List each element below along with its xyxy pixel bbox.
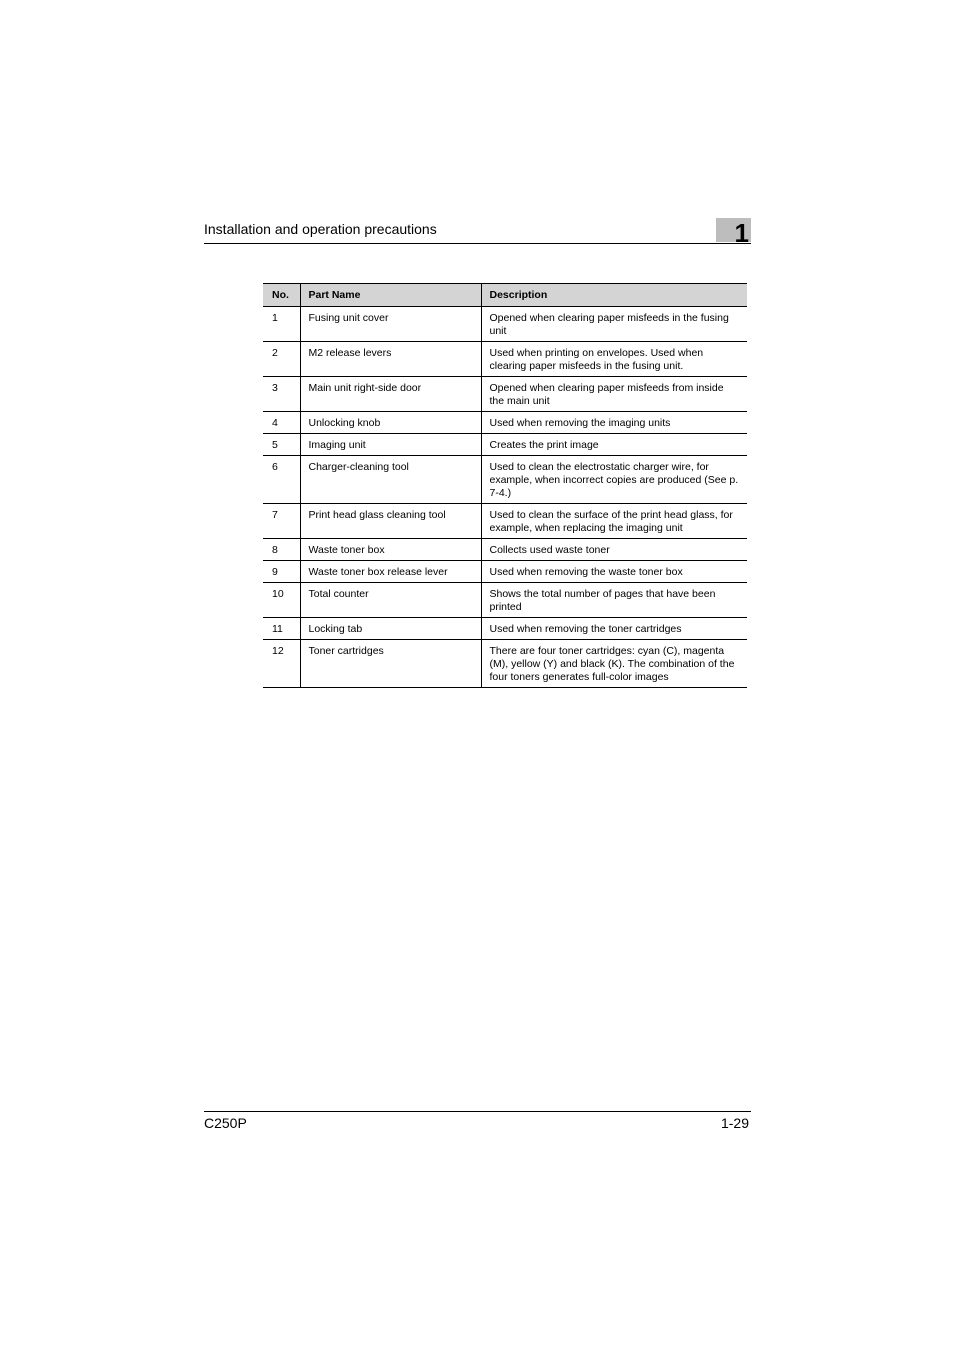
table-row — [263, 618, 747, 640]
table-row — [263, 342, 747, 377]
column-header-no: No. — [263, 284, 300, 307]
cell-part-name: Waste toner box release lever — [300, 561, 481, 583]
table-row — [263, 377, 747, 412]
table-row — [263, 561, 747, 583]
table-row — [263, 583, 747, 618]
column-header-description: Description — [481, 284, 747, 307]
chapter-number: 1 — [734, 218, 749, 248]
table-header-row — [263, 284, 747, 307]
table-row — [263, 412, 747, 434]
cell-no: 12 — [263, 640, 300, 688]
cell-part-name: Locking tab — [300, 618, 481, 640]
cell-part-name: M2 release levers — [300, 342, 481, 377]
cell-no: 10 — [263, 583, 300, 618]
cell-part-name: Waste toner box — [300, 539, 481, 561]
cell-description: Shows the total number of pages that have been printed — [481, 583, 747, 618]
cell-description: Used when removing the imaging units — [481, 412, 747, 434]
model-name: C250P — [204, 1115, 247, 1131]
cell-no: 3 — [263, 377, 300, 412]
cell-description: Collects used waste toner — [481, 539, 747, 561]
cell-description: Used to clean the electrostatic charger wire, for example, when incorrect copies are produced (See p. 7-4.) — [481, 456, 747, 504]
page-header — [204, 218, 751, 248]
page-footer — [204, 1111, 751, 1136]
table-row — [263, 640, 747, 688]
page-number: 1-29 — [720, 1115, 749, 1131]
cell-description: Opened when clearing paper misfeeds in the fusing unit — [481, 307, 747, 342]
cell-no: 4 — [263, 412, 300, 434]
table-row — [263, 434, 747, 456]
cell-description: Used to clean the surface of the print head glass, for example, when replacing the imaging unit — [481, 504, 747, 539]
cell-no: 1 — [263, 307, 300, 342]
table-row — [263, 456, 747, 504]
cell-description: Used when removing the waste toner box — [481, 561, 747, 583]
cell-part-name: Unlocking knob — [300, 412, 481, 434]
cell-part-name: Main unit right-side door — [300, 377, 481, 412]
cell-part-name: Charger-cleaning tool — [300, 456, 481, 504]
cell-no: 9 — [263, 561, 300, 583]
cell-part-name: Total counter — [300, 583, 481, 618]
cell-description: Used when removing the toner cartridges — [481, 618, 747, 640]
cell-part-name: Fusing unit cover — [300, 307, 481, 342]
cell-no: 5 — [263, 434, 300, 456]
cell-no: 7 — [263, 504, 300, 539]
cell-description: Creates the print image — [481, 434, 747, 456]
table-row — [263, 504, 747, 539]
cell-description: There are four toner cartridges: cyan (C), magenta (M), yellow (Y) and black (K). The combination of the four toners generates full-color images — [481, 640, 747, 688]
cell-description: Opened when clearing paper misfeeds from inside the main unit — [481, 377, 747, 412]
cell-no: 2 — [263, 342, 300, 377]
cell-part-name: Print head glass cleaning tool — [300, 504, 481, 539]
cell-no: 6 — [263, 456, 300, 504]
cell-part-name: Toner cartridges — [300, 640, 481, 688]
table-row — [263, 539, 747, 561]
cell-no: 8 — [263, 539, 300, 561]
cell-no: 11 — [263, 618, 300, 640]
cell-part-name: Imaging unit — [300, 434, 481, 456]
table-row — [263, 307, 747, 342]
parts-table — [263, 283, 747, 688]
column-header-part-name: Part Name — [300, 284, 481, 307]
cell-description: Used when printing on envelopes. Used when clearing paper misfeeds in the fusing unit. — [481, 342, 747, 377]
section-title: Installation and operation precautions — [204, 221, 437, 237]
chapter-tab — [716, 218, 751, 248]
